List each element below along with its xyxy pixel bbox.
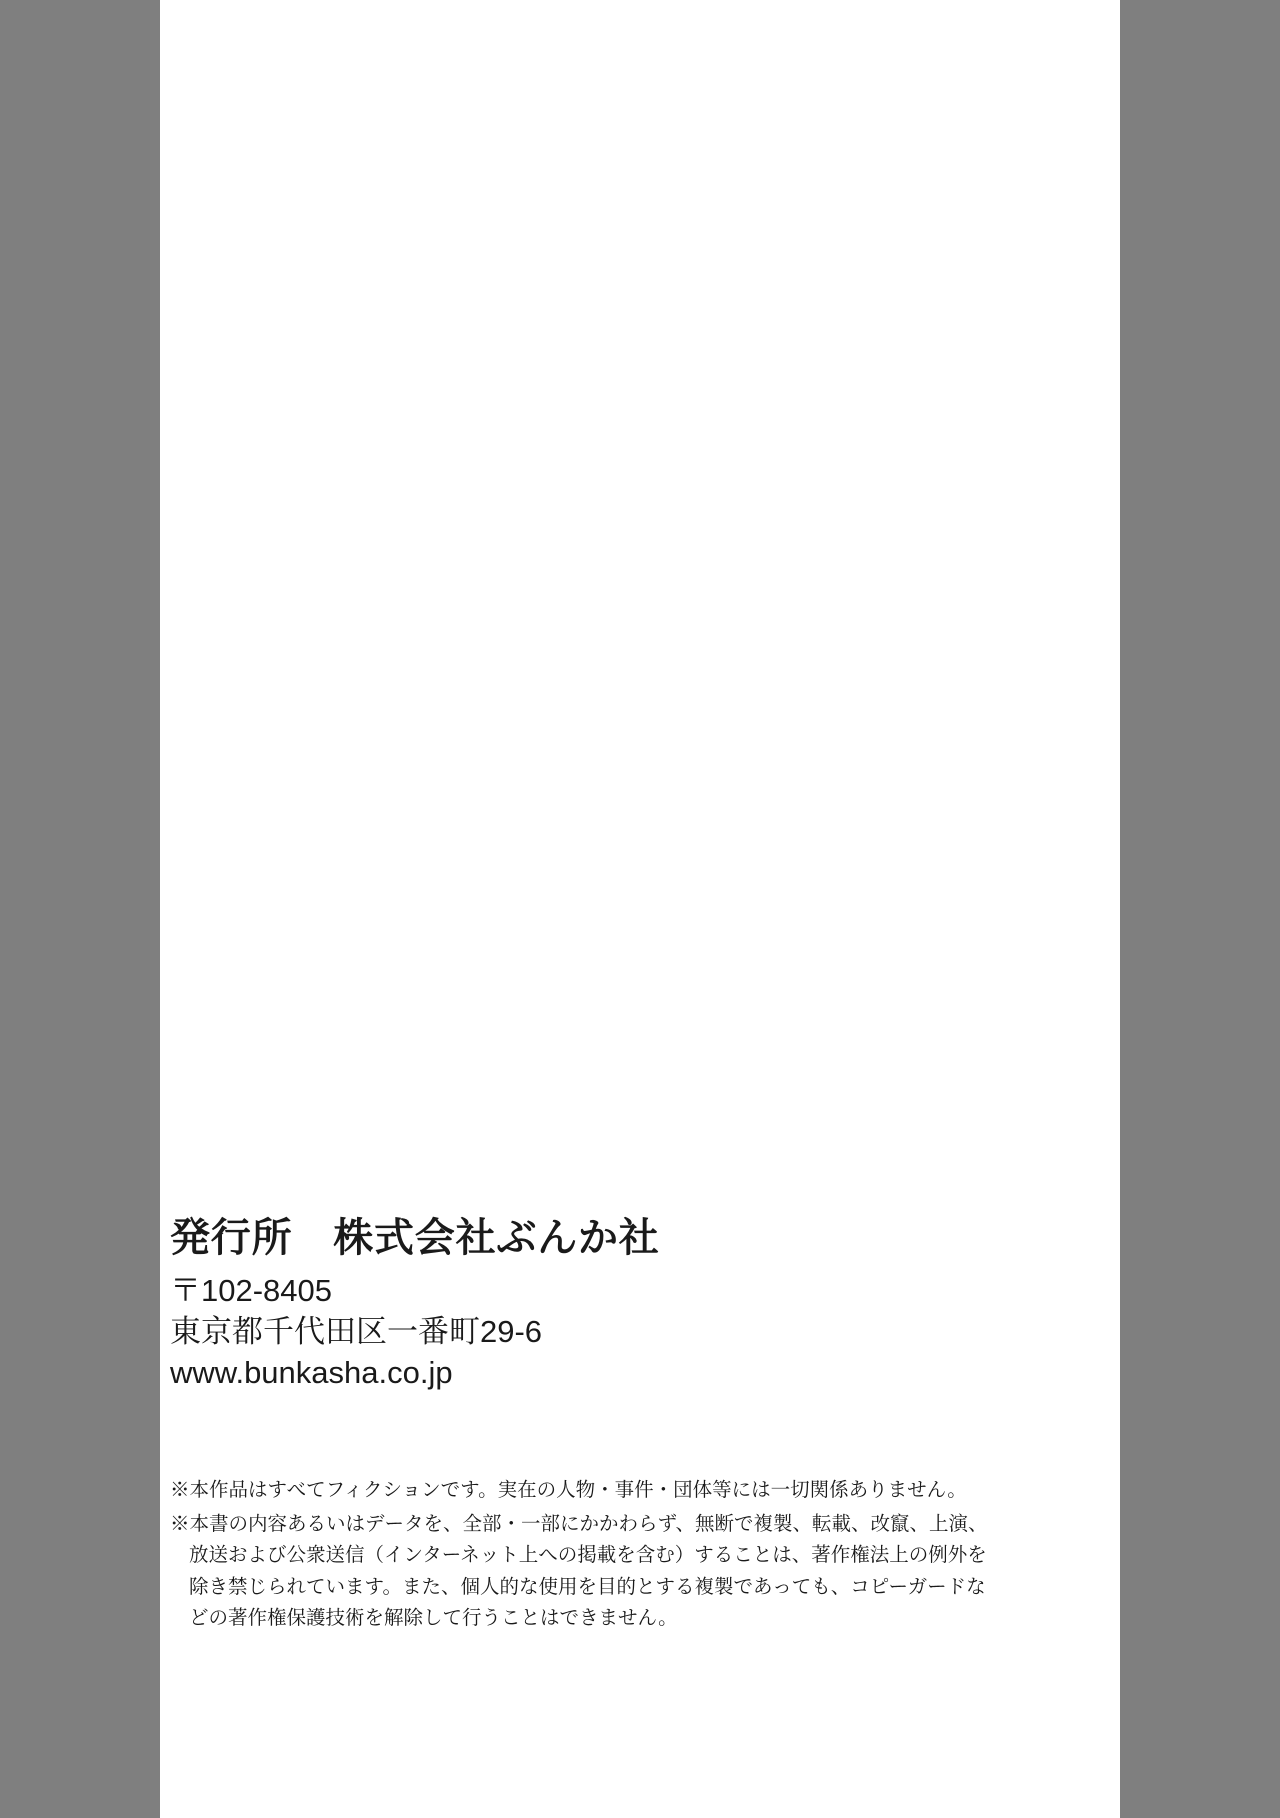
copyright-disclaimer-line-2: 放送および公衆送信（インターネット上への掲載を含む）することは、著作権法上の例外を (189, 1544, 987, 1567)
copyright-disclaimer-line-1: ※本書の内容あるいはデータを、全部・一部にかかわらず、無断で複製、転載、改竄、上演、 (170, 1512, 988, 1535)
legal-notes-block (170, 1475, 1100, 1637)
copyright-disclaimer-line-3: 除き禁じられています。また、個人的な使用を目的とする複製であっても、コピーガードな (189, 1575, 986, 1598)
copyright-disclaimer (170, 1509, 1100, 1635)
colophon-block (170, 1215, 1100, 1394)
document-page (160, 0, 1120, 1818)
publisher-address-block (170, 1271, 1100, 1394)
street-address: 東京都千代田区一番町29-6 (170, 1313, 543, 1349)
postal-code: 〒102-8405 (170, 1273, 333, 1308)
publisher-website[interactable]: www.bunkasha.co.jp (170, 1354, 453, 1390)
copyright-disclaimer-line-4: どの著作権保護技術を解除して行うことはできません。 (189, 1607, 678, 1630)
publisher-name: 発行所 株式会社ぶんか社 (170, 1216, 660, 1260)
fiction-disclaimer: ※本作品はすべてフィクションです。実在の人物・事件・団体等には一切関係ありません。 (170, 1479, 967, 1501)
